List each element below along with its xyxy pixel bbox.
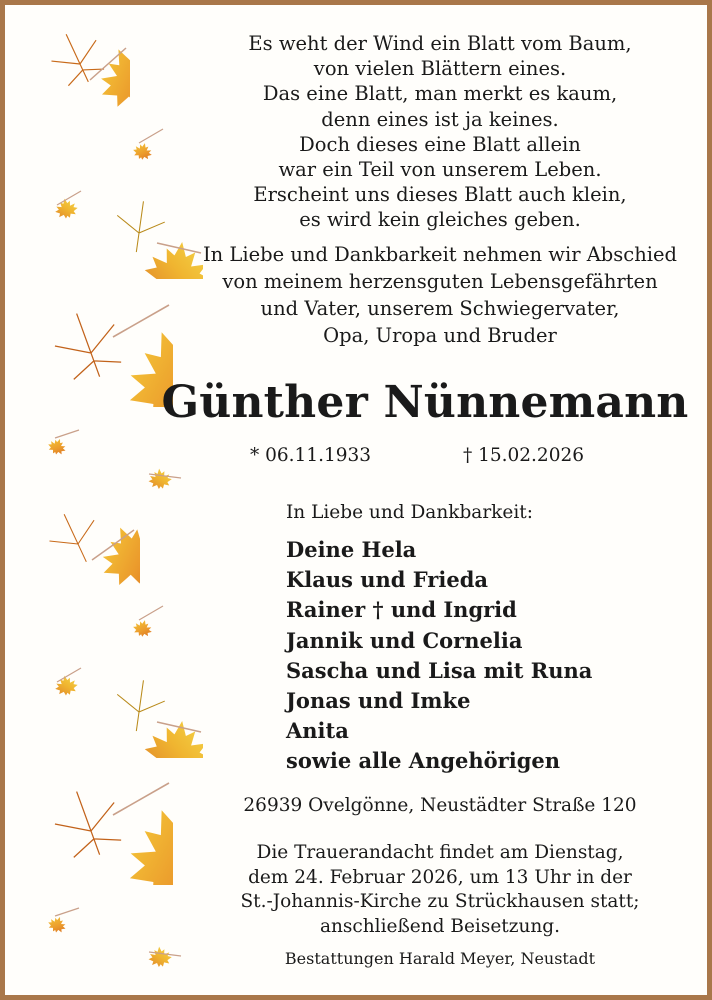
list-item: Sascha und Lisa mit Runa	[286, 657, 593, 683]
service-line: St.-Johannis-Kirche zu Strückhausen statt;	[240, 891, 640, 912]
death-date: † 15.02.2026	[462, 445, 585, 466]
intro-line: In Liebe und Dankbarkeit nehmen wir Abschied	[202, 242, 678, 266]
funeral-home: Bestattungen Harald Meyer, Neustadt	[284, 949, 596, 968]
text-block	[190, 31, 690, 349]
life-dates	[250, 445, 584, 466]
poem-line: Doch dieses eine Blatt allein	[299, 132, 581, 156]
maple-leaf-icon	[93, 189, 203, 279]
list-item: Jannik und Cornelia	[286, 627, 523, 653]
maple-leaf-icon	[23, 650, 83, 705]
family-address: 26939 Ovelgönne, Neustädter Straße 120	[243, 795, 637, 816]
list-item: Rainer † und Ingrid	[286, 597, 517, 623]
poem-line: Es weht der Wind ein Blatt vom Baum,	[248, 32, 632, 55]
maple-leaf-icon	[115, 920, 185, 975]
intro-line: von meinem herzensguten Lebensgefährten	[222, 269, 658, 293]
list-item: sowie alle Angehörigen	[286, 748, 561, 774]
farewell-intro	[190, 241, 690, 349]
maple-leaf-icon	[115, 442, 185, 497]
list-item: Klaus und Frieda	[286, 567, 489, 593]
poem	[190, 31, 690, 233]
birth-date: * 06.11.1933	[250, 445, 372, 466]
service-notice	[190, 841, 690, 939]
intro-line: und Vater, unserem Schwiegervater,	[260, 296, 620, 320]
mourners-heading: In Liebe und Dankbarkeit:	[286, 502, 533, 523]
maple-leaf-icon	[23, 173, 83, 228]
maple-leaf-icon	[33, 775, 173, 885]
deceased-name: Günther Nünnemann	[161, 377, 689, 428]
maple-leaf-icon	[93, 668, 203, 758]
poem-line: es wird kein gleiches geben.	[299, 208, 581, 232]
maple-leaf-icon	[105, 113, 165, 163]
maple-leaf-icon	[23, 410, 83, 460]
maple-leaf-icon	[105, 590, 165, 640]
service-line: Die Trauerandacht findet am Dienstag,	[256, 842, 624, 863]
maple-leaf-icon	[23, 888, 83, 938]
list-item: Deine Hela	[286, 537, 417, 562]
service-line: dem 24. Februar 2026, um 13 Uhr in der	[248, 866, 632, 888]
autumn-leaves-decoration	[5, 5, 215, 1000]
poem-line: Das eine Blatt, man merkt es kaum,	[262, 82, 618, 106]
maple-leaf-icon	[30, 20, 130, 110]
poem-line: Erscheint uns dieses Blatt auch klein,	[253, 183, 627, 207]
intro-line: Opa, Uropa und Bruder	[323, 323, 557, 347]
poem-line: war ein Teil von unserem Leben.	[278, 158, 602, 182]
service-line: anschließend Beisetzung.	[319, 915, 561, 937]
maple-leaf-icon	[30, 500, 140, 590]
list-item: Anita	[286, 718, 349, 744]
poem-line: von vielen Blättern eines.	[313, 57, 567, 81]
list-item: Jonas und Imke	[286, 688, 471, 714]
mourners-list	[286, 535, 592, 777]
poem-line: denn eines ist ja keines.	[321, 107, 559, 131]
